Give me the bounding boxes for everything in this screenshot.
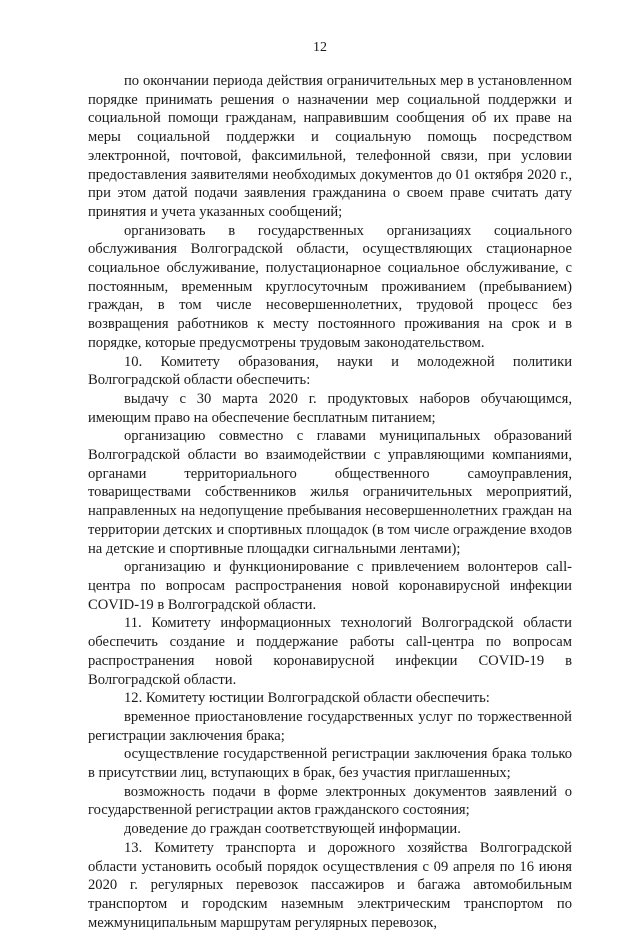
paragraph-3: 10. Комитету образования, науки и молодежной политики Волгоградской области обеспечить: bbox=[88, 353, 572, 389]
page-number: 12 bbox=[313, 40, 327, 55]
paragraph-1: по окончании периода действия ограничительных мер в установленном порядке принимать решения о назначении мер социальной поддержки и социальной помощи гражданам, направившим сообщения об их праве на меры социальной поддержки и социальную помощь посредством электронной, почтовой, факсимильной, телефонной связи, при условии предоставления заявителями необходимых документов до 01 октября 2020 г., при этом датой подачи заявления гражданина о своем праве считать дату принятия и учета указанных сообщений; bbox=[88, 73, 572, 220]
paragraph-11: возможность подачи в форме электронных документов заявлений о государственной регистрации актов гражданского состояния; bbox=[88, 783, 572, 819]
document-body bbox=[88, 72, 572, 932]
paragraph-8: 12. Комитету юстиции Волгоградской области обеспечить: bbox=[124, 690, 490, 707]
paragraph-7: 11. Комитету информационных технологий Волгоградской области обеспечить создание и поддержание работы call-центра по вопросам распространения новой коронавирусной инфекции COVID-19 в Волгоградской области. bbox=[88, 615, 572, 688]
paragraph-4: выдачу с 30 марта 2020 г. продуктовых наборов обучающимся, имеющим право на обеспечение бесплатным питанием; bbox=[88, 390, 572, 426]
paragraph-13: 13. Комитету транспорта и дорожного хозяйства Волгоградской области установить особый порядок осуществления с 09 апреля по 16 июня 2020 г. регулярных перевозок пассажиров и багажа автомобильным транспортом и городским наземным электрическим транспортом по межмуниципальным маршрутам регулярных перевозок, bbox=[88, 839, 572, 931]
paragraph-6: организацию и функционирование с привлечением волонтеров call-центра по вопросам распространения новой коронавирусной инфекции COVID-19 в Волгоградской области. bbox=[88, 559, 572, 613]
paragraph-5: организацию совместно с главами муниципальных образований Волгоградской области во взаимодействии с управляющими компаниями, органами территориального общественного самоуправления, товариществами собственников жилья ограничительных мероприятий, направленных на недопущение пребывания несовершеннолетних граждан на территории детских и спортивных площадок (в том числе ограждение входов на детские и спортивные площадки сигнальными лентами); bbox=[88, 428, 572, 557]
paragraph-2: организовать в государственных организациях социального обслуживания Волгоградской области, осуществляющих стационарное социальное обслуживание, полустационарное социальное обслуживание, с постоянным, временным круглосуточным проживанием (пребыванием) граждан, в том числе несовершеннолетних, трудовой процесс без возвращения работников к месту постоянного проживания на срок и в порядке, которые предусмотрены трудовым законодательством. bbox=[88, 222, 572, 351]
paragraph-10: осуществление государственной регистрации заключения брака только в присутствии лиц, вступающих в брак, без участия приглашенных; bbox=[88, 746, 572, 782]
paragraph-9: временное приостановление государственных услуг по торжественной регистрации заключения брака; bbox=[88, 708, 572, 744]
paragraph-12: доведение до граждан соответствующей информации. bbox=[124, 821, 461, 838]
